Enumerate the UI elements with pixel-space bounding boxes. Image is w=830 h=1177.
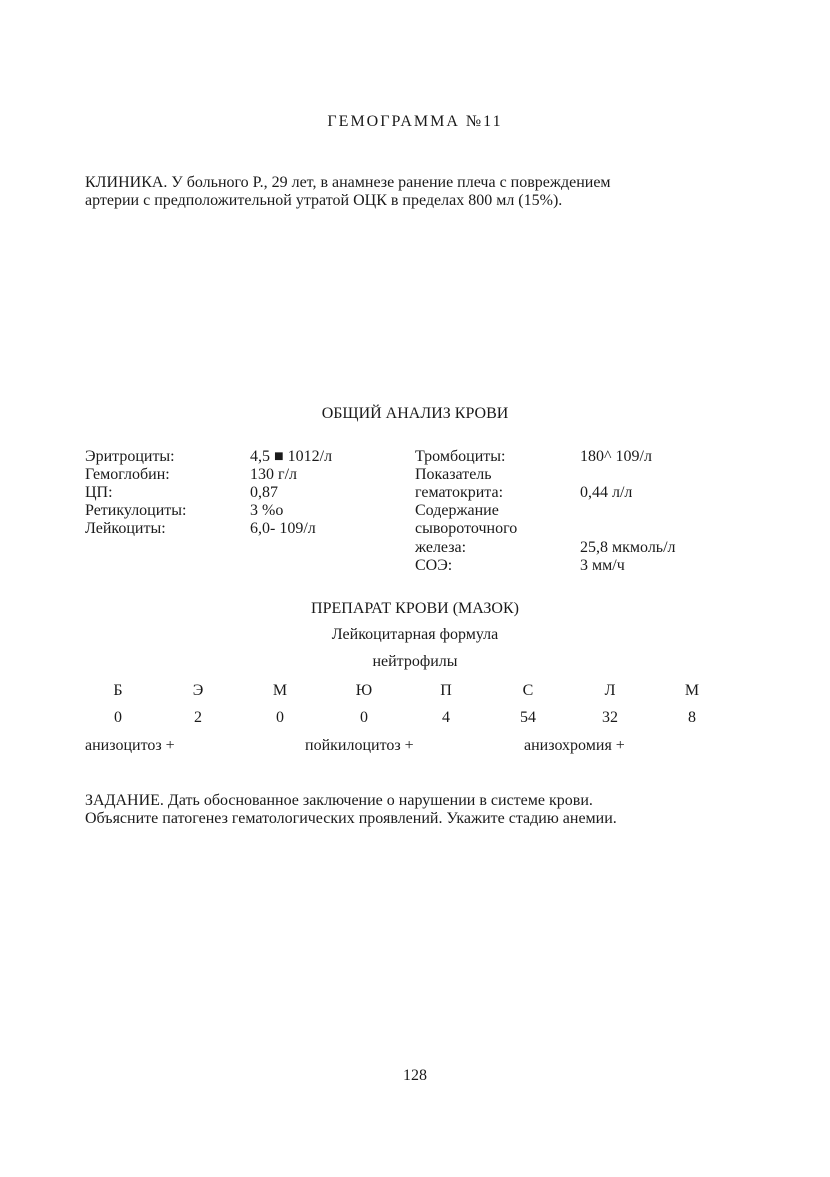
formula-header-cell: Л bbox=[604, 682, 616, 699]
hematocrit-value: 0,44 л/л bbox=[580, 484, 633, 501]
page-number: 128 bbox=[403, 1067, 427, 1084]
poikilocytosis-text: пойкилоцитоз + bbox=[305, 737, 414, 754]
clinic-line-1: КЛИНИКА. У больного Р., 29 лет, в анамнезе ранение плеча с повреждением bbox=[85, 174, 611, 191]
task-line-2: Объясните патогенез гематологических проявлений. Укажите стадию анемии. bbox=[85, 810, 617, 827]
hemoglobin-label: Гемоглобин: bbox=[85, 466, 170, 483]
erythrocytes-value: 4,5 ■ 1012/л bbox=[250, 448, 333, 465]
hemoglobin-value: 130 г/л bbox=[250, 466, 297, 483]
formula-header-cell: С bbox=[522, 682, 534, 699]
formula-header-cell: Б bbox=[113, 682, 123, 699]
formula-value-cell: 32 bbox=[602, 709, 618, 726]
iron-label-2: сывороточного bbox=[415, 520, 518, 537]
formula-header-cell: М bbox=[272, 682, 288, 699]
formula-header-cell: Ю bbox=[355, 682, 373, 699]
color-index-value: 0,87 bbox=[250, 484, 278, 501]
formula-header-cell: Э bbox=[192, 682, 204, 699]
clinic-line-2: артерии с предположительной утратой ОЦК в пределах 800 мл (15%). bbox=[85, 192, 563, 209]
leukocytes-value: 6,0- 109/л bbox=[250, 520, 316, 537]
formula-value-cell: 2 bbox=[194, 709, 202, 726]
formula-header-cell: М bbox=[684, 682, 700, 699]
iron-value: 25,8 мкмоль/л bbox=[580, 539, 676, 556]
formula-header-cell: П bbox=[440, 682, 452, 699]
page-title: ГЕМОГРАММА №11 bbox=[327, 113, 503, 130]
erythrocytes-label: Эритроциты: bbox=[85, 448, 175, 465]
iron-label-3: железа: bbox=[415, 539, 467, 556]
reticulocytes-value: 3 %о bbox=[250, 502, 284, 519]
leukocyte-formula-heading: Лейкоцитарная формула bbox=[331, 626, 499, 643]
iron-label-1: Содержание bbox=[415, 502, 499, 519]
formula-value-cell: 0 bbox=[360, 709, 368, 726]
esr-label: СОЭ: bbox=[415, 557, 453, 574]
task-line-1: ЗАДАНИЕ. Дать обоснованное заключение о нарушении в системе крови. bbox=[85, 792, 593, 809]
smear-heading: ПРЕПАРАТ КРОВИ (МАЗОК) bbox=[311, 600, 519, 617]
formula-value-cell: 0 bbox=[276, 709, 284, 726]
reticulocytes-label: Ретикулоциты: bbox=[85, 502, 187, 519]
general-analysis-heading: ОБЩИЙ АНАЛИЗ КРОВИ bbox=[321, 405, 509, 422]
anisochromia-text: анизохромия + bbox=[524, 737, 625, 754]
anisocytosis-text: анизоцитоз + bbox=[85, 737, 175, 754]
formula-value-cell: 0 bbox=[114, 709, 122, 726]
formula-value-cell: 4 bbox=[442, 709, 450, 726]
color-index-label: ЦП: bbox=[85, 484, 113, 501]
platelets-label: Тромбоциты: bbox=[415, 448, 506, 465]
neutrophils-group-label: нейтрофилы bbox=[372, 653, 458, 670]
platelets-value: 180^ 109/л bbox=[580, 448, 652, 465]
leukocytes-label: Лейкоциты: bbox=[85, 520, 166, 537]
formula-value-cell: 54 bbox=[520, 709, 536, 726]
esr-value: 3 мм/ч bbox=[580, 557, 625, 574]
hematocrit-label-1: Показатель bbox=[415, 466, 492, 483]
hematocrit-label-2: гематокрита: bbox=[415, 484, 504, 501]
formula-value-cell: 8 bbox=[688, 709, 696, 726]
